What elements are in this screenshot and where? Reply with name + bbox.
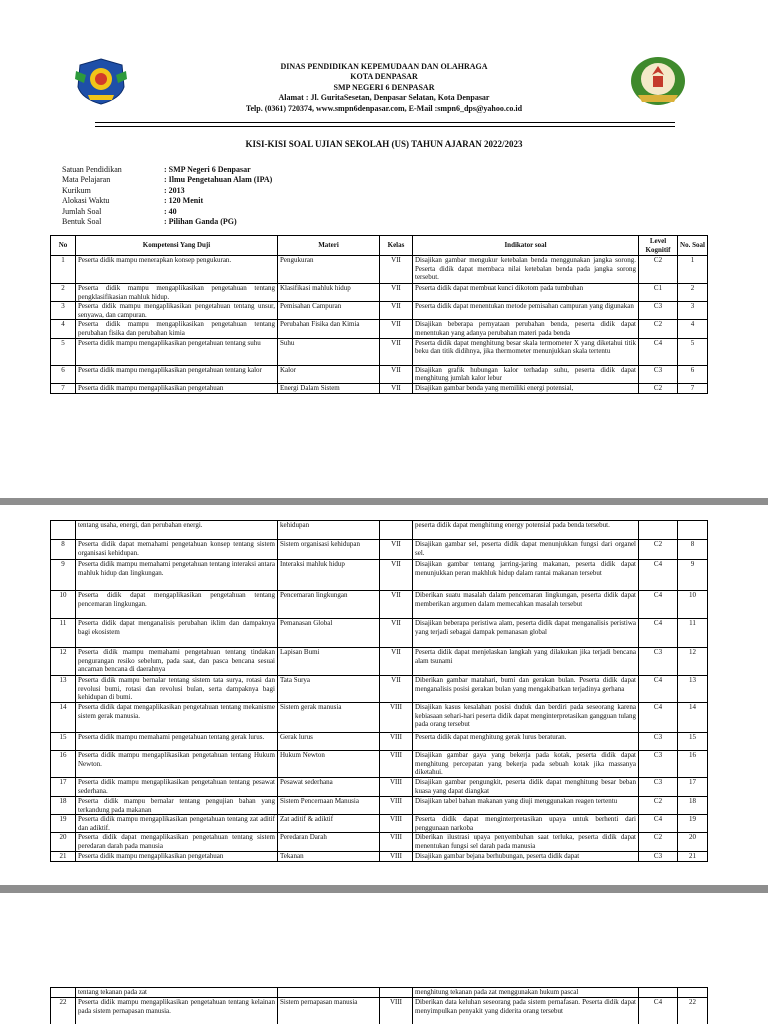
- row-number: 3: [51, 302, 76, 320]
- no-soal-cell: 10: [678, 591, 708, 619]
- kelas-cell: VIII: [380, 733, 413, 751]
- level-kognitif-cell: C4: [639, 815, 678, 833]
- level-kognitif-cell: C4: [639, 591, 678, 619]
- table-row: [51, 852, 708, 862]
- letterhead-rule: [95, 122, 675, 123]
- meta-label: Mata Pelajaran: [62, 175, 111, 185]
- kelas-cell: VII: [380, 540, 413, 560]
- indikator-cell: Disajikan gambar pengungkit, peserta didik dapat menghitung besar beban kuasa yang dapat diangkat: [413, 778, 639, 797]
- kelas-cell: VII: [380, 676, 413, 703]
- level-kognitif-cell: C4: [639, 619, 678, 648]
- level-kognitif-cell: C2: [639, 256, 678, 284]
- column-header-no: No: [51, 236, 76, 256]
- kelas-cell: VIII: [380, 797, 413, 815]
- kelas-cell: VIII: [380, 852, 413, 862]
- no-soal-cell: 17: [678, 778, 708, 797]
- meta-label: Kurikum: [62, 185, 91, 195]
- level-kognitif-cell: [639, 988, 678, 998]
- row-number: 4: [51, 320, 76, 338]
- table-row: [51, 778, 708, 797]
- no-soal-cell: 22: [678, 998, 708, 1024]
- no-soal-cell: 6: [678, 365, 708, 383]
- no-soal-cell: 19: [678, 815, 708, 833]
- no-soal-cell: 1: [678, 256, 708, 284]
- kelas-cell: VII: [380, 320, 413, 338]
- kompetensi-cell: Peserta didik mampu mengaplikasikan pengetahuan tentang kalor: [76, 365, 278, 383]
- materi-cell: Sistem Pencernaan Manusia: [278, 797, 380, 815]
- level-kognitif-cell: C3: [639, 733, 678, 751]
- kompetensi-cell: Peserta didik mampu mengaplikasikan pengetahuan tentang suhu: [76, 338, 278, 365]
- indikator-cell: Diberikan data keluhan seseorang pada sistem pernafasan. Peserta didik dapat menyimpulkan penyakit yang diderita orang tersebut: [413, 998, 639, 1024]
- indikator-cell: Disajikan tabel bahan makanan yang diuji menggunakan reagen tertentu: [413, 797, 639, 815]
- no-soal-cell: 12: [678, 648, 708, 676]
- indikator-cell: Peserta didik dapat menentukan metode pemisahan campuran yang digunakan: [413, 302, 639, 320]
- kompetensi-cell: Peserta didik mampu mengaplikasikan pengetahuan: [76, 383, 278, 393]
- kompetensi-cell: Peserta didik mampu mengaplikasikan pengetahuan tentang Hukum Newton.: [76, 751, 278, 778]
- no-soal-cell: 4: [678, 320, 708, 338]
- kelas-cell: VII: [380, 256, 413, 284]
- materi-cell: Kalor: [278, 365, 380, 383]
- materi-cell: Sistem organisasi kehidupan: [278, 540, 380, 560]
- kelas-cell: VII: [380, 591, 413, 619]
- level-kognitif-cell: C4: [639, 703, 678, 733]
- column-header-kompetensi: Kompetensi Yang Duji: [76, 236, 278, 256]
- level-kognitif-cell: C3: [639, 302, 678, 320]
- level-kognitif-cell: C3: [639, 751, 678, 778]
- table-row: [51, 619, 708, 648]
- row-number: [51, 521, 76, 540]
- no-soal-cell: 3: [678, 302, 708, 320]
- row-number: 9: [51, 560, 76, 591]
- table-row: [51, 320, 708, 338]
- level-kognitif-cell: [639, 521, 678, 540]
- materi-cell: Pencemaran lingkungan: [278, 591, 380, 619]
- table-row: [51, 751, 708, 778]
- kelas-cell: VIII: [380, 703, 413, 733]
- document-page-2: [0, 505, 768, 885]
- level-kognitif-cell: C2: [639, 797, 678, 815]
- level-kognitif-cell: C3: [639, 852, 678, 862]
- materi-cell: Perubahan Fisika dan Kimia: [278, 320, 380, 338]
- letterhead: [0, 62, 768, 114]
- kelas-cell: VII: [380, 284, 413, 302]
- kompetensi-cell: Peserta didik dapat mengaplikasikan pengetahuan tentang pencemaran lingkungan.: [76, 591, 278, 619]
- materi-cell: Gerak lurus: [278, 733, 380, 751]
- indikator-cell: Diberikan gambar matahari, bumi dan gerakan bulan. Peserta didik dapat menganalisis posisi gerakan bulan yang mengakibatkan terjadinya gerhana: [413, 676, 639, 703]
- kelas-cell: VIII: [380, 815, 413, 833]
- document-title: KISI-KISI SOAL UJIAN SEKOLAH (US) TAHUN AJARAN 2022/2023: [245, 139, 523, 149]
- table-row: [51, 302, 708, 320]
- meta-label: Jumlah Soal: [62, 206, 102, 216]
- grid-table-page-2: [50, 520, 708, 862]
- indikator-cell: Disajikan gambar benda yang memiliki energi potensial,: [413, 383, 639, 393]
- kompetensi-cell: Peserta didik mampu mengaplikasikan pengetahuan tentang unsur, senyawa, dan campuran.: [76, 302, 278, 320]
- level-kognitif-cell: C1: [639, 284, 678, 302]
- row-number: 7: [51, 383, 76, 393]
- level-kognitif-cell: C4: [639, 676, 678, 703]
- kompetensi-cell: Peserta didik mampu mengaplikasikan pengetahuan tentang pengklasifikasian mahluk hidup.: [76, 284, 278, 302]
- letterhead-line-school: SMP NEGERI 6 DENPASAR: [333, 82, 435, 92]
- indikator-cell: Disajikan kasus kesalahan posisi duduk dan berdiri pada seseorang karena kebiasaan sehari-hari peserta didik dapat menginterpretasikan gangguan tulang pada orang tersebut: [413, 703, 639, 733]
- row-number: 21: [51, 852, 76, 862]
- table-row: [51, 797, 708, 815]
- level-kognitif-cell: C4: [639, 560, 678, 591]
- kompetensi-cell: tentang tekanan pada zat: [76, 988, 278, 998]
- level-kognitif-cell: C2: [639, 833, 678, 852]
- indikator-cell: Peserta didik dapat menginterpretasikan upaya untuk berhenti dari penggunaan narkoba: [413, 815, 639, 833]
- no-soal-cell: 20: [678, 833, 708, 852]
- kelas-cell: VIII: [380, 833, 413, 852]
- row-number: 11: [51, 619, 76, 648]
- materi-cell: Pemanasan Global: [278, 619, 380, 648]
- column-header-kelas: Kelas: [380, 236, 413, 256]
- row-number: 16: [51, 751, 76, 778]
- no-soal-cell: [678, 521, 708, 540]
- indikator-cell: Disajikan gambar tentang jarring-jaring makanan, peserta didik dapat menunjukkan peran makhluk hidup dalam rantai makanan tersebut: [413, 560, 639, 591]
- table-row: [51, 998, 708, 1024]
- level-kognitif-cell: C3: [639, 648, 678, 676]
- kompetensi-cell: Peserta didik dapat menganalisis perubahan iklim dan dampaknya bagi ekosistem: [76, 619, 278, 648]
- no-soal-cell: 15: [678, 733, 708, 751]
- identity-block: [62, 165, 272, 227]
- level-kognitif-cell: C3: [639, 365, 678, 383]
- table-row: [51, 560, 708, 591]
- kompetensi-cell: Peserta didik mampu mengaplikasikan pengetahuan tentang kelainan pada sistem pernapasan manusia.: [76, 998, 278, 1024]
- meta-label: Satuan Pendidikan: [62, 165, 122, 174]
- indikator-cell: Disajikan gambar gaya yang bekerja pada kotak, peserta didik dapat menghitung percepatan yang bekerja pada sebuah kotak jika massanya diketahui.: [413, 751, 639, 778]
- column-header-indikator: Indikator soal: [413, 236, 639, 256]
- indikator-cell: Peserta didik dapat membuat kunci dikotom pada tumbuhan: [413, 284, 639, 302]
- indikator-cell: Peserta didik dapat menghitung gerak lurus beraturan.: [413, 733, 639, 751]
- indikator-cell: peserta didik dapat menghitung energy potensial pada benda tersebut.: [413, 521, 639, 540]
- kompetensi-cell: Peserta didik mampu mengaplikasikan pengetahuan tentang zat aditif dan adiktif.: [76, 815, 278, 833]
- no-soal-cell: 11: [678, 619, 708, 648]
- kelas-cell: VII: [380, 619, 413, 648]
- materi-cell: Energi Dalam Sistem: [278, 383, 380, 393]
- indikator-cell: Diberikan ilustrasi upaya penyembuhan saat terluka, peserta didik dapat menentukan fungsi sel darah pada manusia: [413, 833, 639, 852]
- table-row: [51, 256, 708, 284]
- indikator-cell: Disajikan gambar bejana berhubungan, peserta didik dapat: [413, 852, 639, 862]
- document-page-3: [0, 893, 768, 1024]
- no-soal-cell: 21: [678, 852, 708, 862]
- row-number: 1: [51, 256, 76, 284]
- row-number: 2: [51, 284, 76, 302]
- no-soal-cell: 2: [678, 284, 708, 302]
- level-kognitif-cell: C2: [639, 383, 678, 393]
- materi-cell: Pesawat sederhana: [278, 778, 380, 797]
- level-kognitif-cell: C2: [639, 320, 678, 338]
- kompetensi-cell: Peserta didik dapat mengaplikasikan pengetahuan tentang sistem peredaran darah pada manusia: [76, 833, 278, 852]
- level-kognitif-cell: C3: [639, 778, 678, 797]
- kompetensi-cell: Peserta didik mampu mengaplikasikan pengetahuan tentang perubahan fisika dan perubahan kimia: [76, 320, 278, 338]
- grid-table-page-3: [50, 987, 708, 1024]
- kelas-cell: VIII: [380, 778, 413, 797]
- kompetensi-cell: Peserta didik mampu memahami pengetahuan tentang gerak lurus.: [76, 733, 278, 751]
- meta-value: : Pilihan Ganda (PG): [164, 217, 237, 227]
- column-header-materi: Materi: [278, 236, 380, 256]
- indikator-cell: menghitung tekanan pada zat menggunakan hukum pascal: [413, 988, 639, 998]
- row-number: 22: [51, 998, 76, 1024]
- kelas-cell: VII: [380, 648, 413, 676]
- table-row: [51, 365, 708, 383]
- no-soal-cell: 18: [678, 797, 708, 815]
- table-row: [51, 703, 708, 733]
- kelas-cell: VII: [380, 365, 413, 383]
- materi-cell: Tekanan: [278, 852, 380, 862]
- kompetensi-cell: Peserta didik mampu memahami pengetahuan tentang interaksi antara mahluk hidup dan lingkungan.: [76, 560, 278, 591]
- letterhead-line-agency: DINAS PENDIDIKAN KEPEMUDAAN DAN OLAHRAGA: [280, 62, 488, 71]
- kompetensi-cell: Peserta didik mampu bernalar tentang sistem tata surya, rotasi dan revolusi bumi, rotasi dan revolusi bulan, serta dampaknya bagi kehidupan di bumi.: [76, 676, 278, 703]
- kompetensi-cell: Peserta didik dapat mengaplikasikan pengetahuan tentang mekanisme sistem gerak manusia.: [76, 703, 278, 733]
- kelas-cell: VII: [380, 338, 413, 365]
- row-number: 12: [51, 648, 76, 676]
- materi-cell: Pengukuran: [278, 256, 380, 284]
- no-soal-cell: 13: [678, 676, 708, 703]
- materi-cell: Klasifikasi mahluk hidup: [278, 284, 380, 302]
- indikator-cell: Disajikan grafik hubungan kalor terhadap suhu, peserta didik dapat menghitung jumlah kalor lebur: [413, 365, 639, 383]
- kompetensi-cell: Peserta didik mampu memahami pengetahuan tentang tindakan pengurangan resiko sebelum, pada saat, dan pasca bencana sesuai ancaman bencana di daerahnya: [76, 648, 278, 676]
- indikator-cell: Peserta didik dapat menjelaskan langkah yang dilakukan jika terjadi bencana alam tsunami: [413, 648, 639, 676]
- letterhead-line-contact: Telp. (0361) 720374, www.smpn6denpasar.com, E-Mail :smpn6_dps@yahoo.co.id: [245, 103, 523, 113]
- table-row: [51, 591, 708, 619]
- row-number: 14: [51, 703, 76, 733]
- table-row: [51, 284, 708, 302]
- kompetensi-cell: Peserta didik mampu bernalar tentang pengujian bahan yang terkandung pada makanan: [76, 797, 278, 815]
- materi-cell: Tata Surya: [278, 676, 380, 703]
- row-number: 10: [51, 591, 76, 619]
- grid-table-page-1: [50, 235, 708, 394]
- table-row: [51, 383, 708, 393]
- materi-cell: Peredaran Darah: [278, 833, 380, 852]
- no-soal-cell: 7: [678, 383, 708, 393]
- table-row: [51, 988, 708, 998]
- meta-label: Bentuk Soal: [62, 217, 102, 227]
- table-row: [51, 521, 708, 540]
- row-number: 18: [51, 797, 76, 815]
- materi-cell: Hukum Newton: [278, 751, 380, 778]
- no-soal-cell: 14: [678, 703, 708, 733]
- table-row: [51, 676, 708, 703]
- kompetensi-cell: Peserta didik mampu mengaplikasikan pengetahuan: [76, 852, 278, 862]
- column-header-level: Level Kognitif: [639, 236, 678, 256]
- table-row: [51, 815, 708, 833]
- row-number: 5: [51, 338, 76, 365]
- table-row: [51, 338, 708, 365]
- table-row: [51, 833, 708, 852]
- meta-value: : Ilmu Pengetahuan Alam (IPA): [164, 175, 273, 185]
- kelas-cell: VII: [380, 383, 413, 393]
- row-number: 17: [51, 778, 76, 797]
- table-row: [51, 648, 708, 676]
- no-soal-cell: [678, 988, 708, 998]
- materi-cell: Sistem gerak manusia: [278, 703, 380, 733]
- indikator-cell: Disajikan beberapa pernyataan perubahan benda, peserta didik dapat menentukan yang adanya perubahan materi pada benda: [413, 320, 639, 338]
- meta-value: : 40: [164, 206, 177, 216]
- kelas-cell: [380, 988, 413, 998]
- materi-cell: Interaksi mahluk hidup: [278, 560, 380, 591]
- meta-value: : 2013: [164, 185, 185, 195]
- materi-cell: Sistem pernapasan manusia: [278, 998, 380, 1024]
- level-kognitif-cell: C2: [639, 540, 678, 560]
- table-row: [51, 540, 708, 560]
- row-number: 15: [51, 733, 76, 751]
- kompetensi-cell: tentang usaha, energi, dan perubahan energi.: [76, 521, 278, 540]
- materi-cell: [278, 988, 380, 998]
- row-number: 8: [51, 540, 76, 560]
- column-header-no-soal: No. Soal: [678, 236, 708, 256]
- kelas-cell: VII: [380, 560, 413, 591]
- indikator-cell: Disajikan gambar sel, peserta didik dapat menunjukkan fungsi dari organel sel.: [413, 540, 639, 560]
- kelas-cell: VIII: [380, 751, 413, 778]
- materi-cell: Suhu: [278, 338, 380, 365]
- no-soal-cell: 16: [678, 751, 708, 778]
- meta-value: : 120 Menit: [164, 196, 204, 206]
- kompetensi-cell: Peserta didik mampu mengaplikasikan pengetahuan tentang pesawat sederhana.: [76, 778, 278, 797]
- indikator-cell: Disajikan gambar mengukur ketebalan benda menggunakan jangka sorong. Peserta didik dapat membaca nilai ketebalan benda pada jangka sorong tersebut.: [413, 256, 639, 284]
- row-number: 6: [51, 365, 76, 383]
- row-number: 13: [51, 676, 76, 703]
- kelas-cell: VII: [380, 302, 413, 320]
- materi-cell: Lapisan Bumi: [278, 648, 380, 676]
- indikator-cell: Disajikan beberapa peristiwa alam, peserta didik dapat menganalisis peristiwa yang terjadi sebagai dampak pemanasan global: [413, 619, 639, 648]
- row-number: 20: [51, 833, 76, 852]
- materi-cell: Pemisahan Campuran: [278, 302, 380, 320]
- meta-value: : SMP Negeri 6 Denpasar: [164, 165, 251, 174]
- no-soal-cell: 5: [678, 338, 708, 365]
- meta-label: Alokasi Waktu: [62, 196, 110, 206]
- letterhead-line-city: KOTA DENPASAR: [350, 72, 418, 82]
- row-number: 19: [51, 815, 76, 833]
- level-kognitif-cell: C4: [639, 338, 678, 365]
- letterhead-rule-thin: [95, 126, 675, 127]
- no-soal-cell: 9: [678, 560, 708, 591]
- indikator-cell: Diberikan suatu masalah dalam pencemaran lingkungan, peserta didik dapat memberikan argumen dalam memecahkan masalah tersebut: [413, 591, 639, 619]
- level-kognitif-cell: C4: [639, 998, 678, 1024]
- materi-cell: kehidupan: [278, 521, 380, 540]
- kompetensi-cell: Peserta didik dapat memahami pengetahuan konsep tentang sistem organisasi kehidupan.: [76, 540, 278, 560]
- no-soal-cell: 8: [678, 540, 708, 560]
- document-page-1: [0, 0, 768, 498]
- letterhead-line-address: Alamat : Jl. GuritaSesetan, Denpasar Selatan, Kota Denpasar: [278, 93, 490, 103]
- indikator-cell: Peserta didik dapat menghitung besar skala termometer X yang diketahui titik beku dan titik didihnya, jika thermometer menunjukkan skala tertentu: [413, 338, 639, 365]
- table-row: [51, 733, 708, 751]
- kelas-cell: [380, 521, 413, 540]
- row-number: [51, 988, 76, 998]
- materi-cell: Zat aditif & adiktif: [278, 815, 380, 833]
- kelas-cell: VIII: [380, 998, 413, 1024]
- kompetensi-cell: Peserta didik mampu menerapkan konsep pengukuran.: [76, 256, 278, 284]
